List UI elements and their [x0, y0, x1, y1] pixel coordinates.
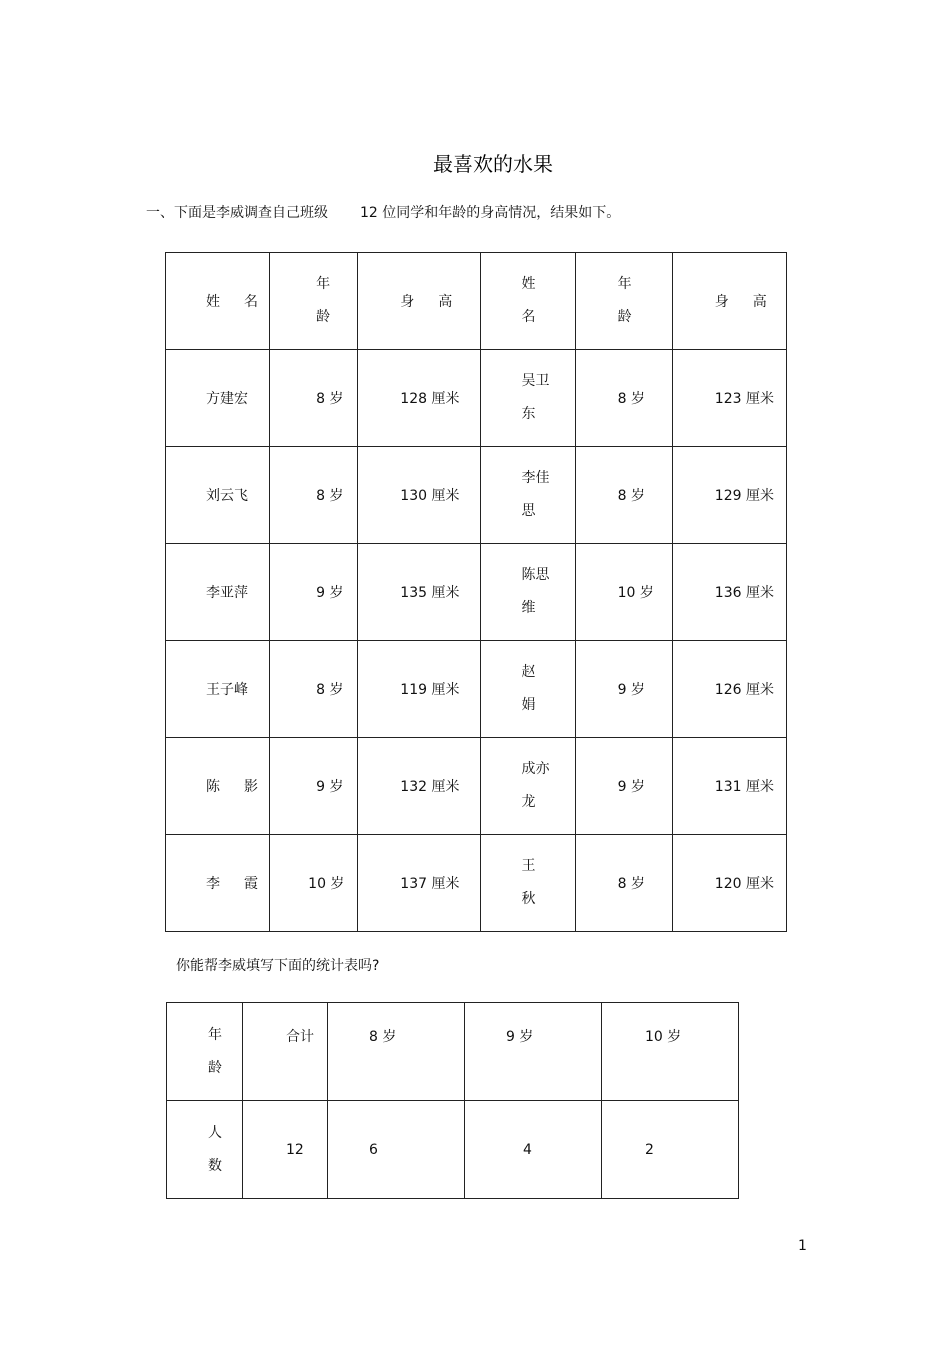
stat-label-count: [167, 1101, 243, 1199]
cell-height-2: [672, 641, 786, 738]
stat-header-8: [328, 1003, 465, 1101]
header-name-2: [481, 253, 575, 350]
intro-text: [146, 202, 620, 222]
header-name-char1: 姓: [206, 294, 220, 310]
name2-line2: 东: [521, 406, 536, 422]
height2-text: 136 厘米: [714, 585, 774, 601]
stat-label-age-char1: 年: [208, 1026, 222, 1043]
header-name2-char2: 名: [521, 309, 536, 325]
stat-table: [166, 1002, 739, 1199]
name2-line1: 陈思: [521, 567, 550, 583]
question-text: 你能帮李威填写下面的统计表吗?: [176, 958, 380, 974]
name-char2: 霞: [244, 876, 258, 892]
cell-age-2: [575, 447, 672, 544]
stat-header-8-text: 8 岁: [369, 1028, 397, 1045]
header-name-char2: 名: [244, 294, 258, 310]
header-age-char2: 龄: [316, 309, 331, 325]
height-text: 119 厘米: [400, 682, 460, 698]
name-char2: 影: [244, 779, 258, 795]
table-row: [166, 641, 787, 738]
stat-cell-8: [328, 1101, 465, 1199]
height-text: 135 厘米: [400, 585, 460, 601]
cell-age: [270, 835, 358, 932]
cell-name-2: [481, 544, 575, 641]
name-text: 刘云飞: [206, 488, 248, 504]
height-text: 132 厘米: [400, 779, 460, 795]
age2-text: 10 岁: [617, 585, 654, 601]
cell-name: [166, 641, 270, 738]
cell-height: [358, 835, 481, 932]
header-age-2: [575, 253, 672, 350]
age2-text: 8 岁: [617, 488, 645, 504]
header-height-2: [672, 253, 786, 350]
student-table: [165, 252, 787, 932]
cell-height-2: [672, 835, 786, 932]
stat-header-10: [602, 1003, 739, 1101]
table-row: [166, 350, 787, 447]
name-char1: 陈: [206, 779, 220, 795]
intro-part2: 12 位同学和年龄的身高情况，结果如下。: [360, 205, 621, 221]
cell-name: [166, 835, 270, 932]
name2-line1: 成亦: [521, 761, 550, 777]
cell-age-2: [575, 835, 672, 932]
height2-text: 131 厘米: [714, 779, 774, 795]
height2-text: 120 厘米: [714, 876, 774, 892]
header-name2-char1: 姓: [521, 276, 536, 292]
height-text: 137 厘米: [400, 876, 460, 892]
stat-cell-10: [602, 1101, 739, 1199]
stat-label-count-char2: 数: [208, 1157, 222, 1174]
cell-height: [358, 447, 481, 544]
height2-text: 129 厘米: [714, 488, 774, 504]
age2-text: 8 岁: [617, 876, 645, 892]
age2-text: 8 岁: [617, 391, 645, 407]
cell-age: [270, 641, 358, 738]
cell-age-2: [575, 738, 672, 835]
header-height2-char1: 身: [714, 294, 729, 310]
page-number: 1: [798, 1238, 807, 1254]
cell-height-2: [672, 447, 786, 544]
header-height-char1: 身: [400, 294, 415, 310]
stat-9-value: 4: [523, 1141, 532, 1158]
height-text: 130 厘米: [400, 488, 460, 504]
cell-height: [358, 641, 481, 738]
table-row: [166, 835, 787, 932]
name2-line2: 娟: [521, 697, 536, 713]
cell-height-2: [672, 738, 786, 835]
table-row: [166, 738, 787, 835]
cell-name-2: [481, 350, 575, 447]
cell-age-2: [575, 544, 672, 641]
height-text: 128 厘米: [400, 391, 460, 407]
stat-10-value: 2: [645, 1141, 654, 1158]
page-title: 最喜欢的水果: [433, 152, 553, 176]
age2-text: 9 岁: [617, 779, 645, 795]
cell-name: [166, 738, 270, 835]
name2-line2: 思: [521, 503, 536, 519]
name-text: 方建宏: [206, 391, 248, 407]
cell-name: [166, 544, 270, 641]
name2-line1: 赵: [521, 664, 536, 680]
table-row: [166, 447, 787, 544]
name-text: 李亚萍: [206, 585, 248, 601]
header-name: [166, 253, 270, 350]
header-age: [270, 253, 358, 350]
name2-line2: 秋: [521, 891, 536, 907]
stat-label-count-char1: 人: [208, 1124, 222, 1141]
cell-height-2: [672, 544, 786, 641]
header-height-char2: 高: [438, 294, 453, 310]
stat-header-total: [243, 1003, 328, 1101]
name-text: 王子峰: [206, 682, 248, 698]
name2-line2: 维: [521, 600, 536, 616]
stat-cell-total: [243, 1101, 328, 1199]
cell-name: [166, 350, 270, 447]
cell-name-2: [481, 835, 575, 932]
cell-name-2: [481, 641, 575, 738]
height2-text: 123 厘米: [714, 391, 774, 407]
age-text: 10 岁: [308, 876, 345, 892]
stat-header-9: [465, 1003, 602, 1101]
name-char1: 李: [206, 876, 220, 892]
cell-age-2: [575, 350, 672, 447]
age-text: 8 岁: [316, 391, 344, 407]
table-header-row: [166, 253, 787, 350]
age-text: 8 岁: [316, 488, 344, 504]
cell-height: [358, 350, 481, 447]
table-row: [166, 544, 787, 641]
stat-label-age: [167, 1003, 243, 1101]
stat-header-9-text: 9 岁: [506, 1028, 534, 1045]
stat-cell-9: [465, 1101, 602, 1199]
cell-name-2: [481, 738, 575, 835]
stat-total-value: 12: [286, 1141, 304, 1158]
name2-line2: 龙: [521, 794, 536, 810]
intro-part1: 一、下面是李威调查自己班级: [146, 205, 328, 221]
cell-age-2: [575, 641, 672, 738]
age-text: 9 岁: [316, 585, 344, 601]
cell-age: [270, 447, 358, 544]
age2-text: 9 岁: [617, 682, 645, 698]
stat-row-count: [167, 1101, 739, 1199]
stat-label-age-char2: 龄: [208, 1059, 222, 1076]
cell-age: [270, 350, 358, 447]
name2-line1: 王: [521, 858, 536, 874]
cell-age: [270, 544, 358, 641]
stat-row-age: [167, 1003, 739, 1101]
header-height: [358, 253, 481, 350]
stat-header-total-text: 合计: [286, 1028, 314, 1045]
name2-line1: 李佳: [521, 470, 550, 486]
header-height2-char2: 高: [752, 294, 767, 310]
cell-name: [166, 447, 270, 544]
cell-age: [270, 738, 358, 835]
cell-name-2: [481, 447, 575, 544]
height2-text: 126 厘米: [714, 682, 774, 698]
header-age2-char1: 年: [617, 276, 632, 292]
age-text: 8 岁: [316, 682, 344, 698]
age-text: 9 岁: [316, 779, 344, 795]
stat-8-value: 6: [369, 1141, 378, 1158]
cell-height: [358, 544, 481, 641]
cell-height-2: [672, 350, 786, 447]
stat-header-10-text: 10 岁: [645, 1028, 682, 1045]
cell-height: [358, 738, 481, 835]
header-age-char1: 年: [316, 276, 331, 292]
header-age2-char2: 龄: [617, 309, 632, 325]
name2-line1: 吴卫: [521, 373, 550, 389]
